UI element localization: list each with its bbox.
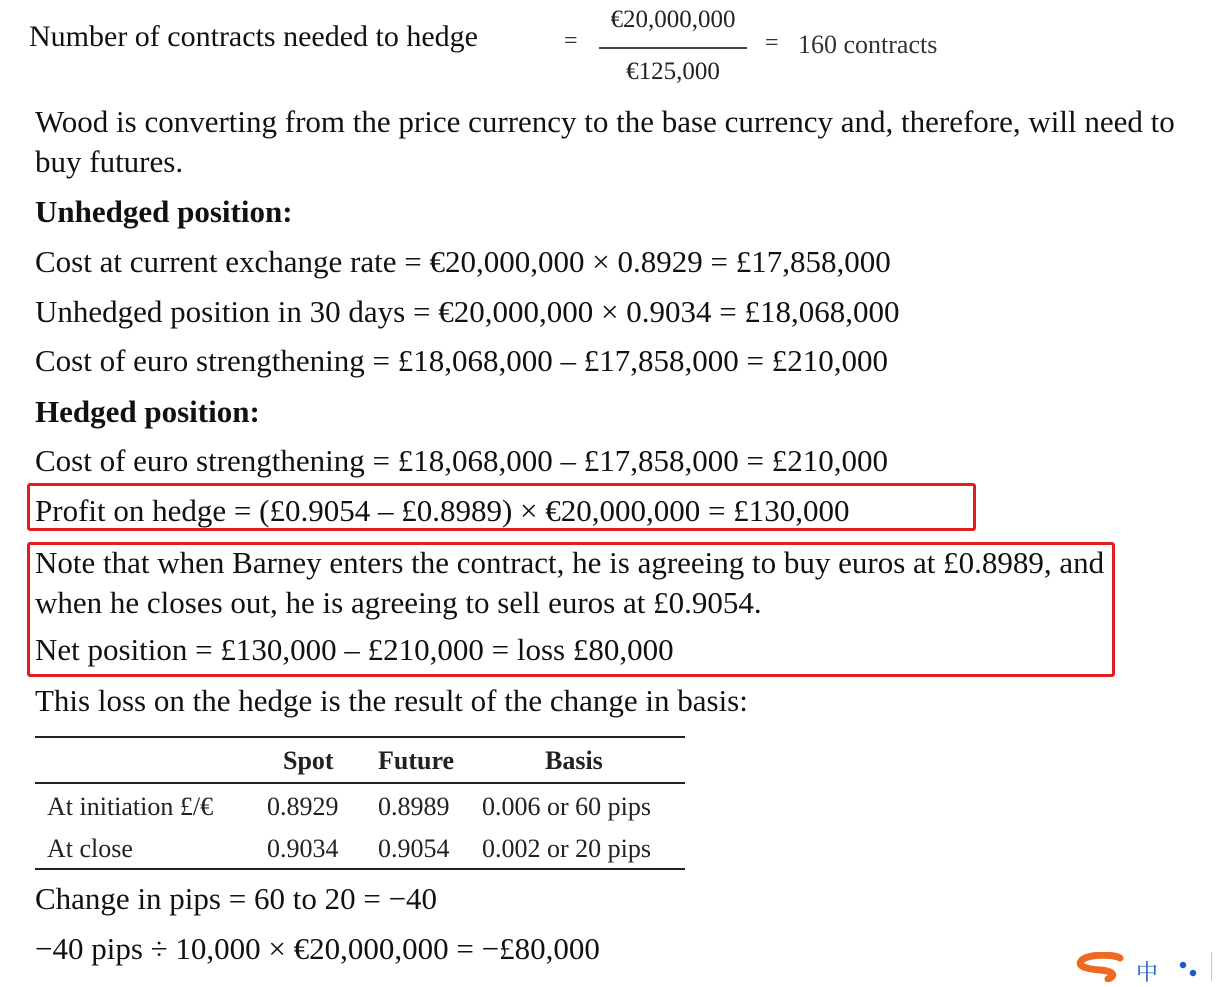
table-cell: 0.9054 — [378, 834, 450, 863]
unhedged-line: Unhedged position in 30 days = €20,000,000 × 0.9034 = £18,068,000 — [35, 294, 900, 329]
formula-fraction — [595, 4, 751, 88]
ime-mode-toggle[interactable]: 中 — [1136, 961, 1159, 986]
table-cell: 0.002 or 20 pips — [482, 834, 651, 863]
hedged-note: Note that when Barney enters the contract, he is agreeing to buy euros at £0.8989, and when he closes out, he is agreeing to sell euros at £0.9054. — [35, 545, 1105, 620]
fraction-numerator: €20,000,000 — [610, 6, 736, 33]
hedged-profit-line: Profit on hedge = (£0.9054 – £0.8989) × €20,000,000 = £130,000 — [35, 493, 850, 528]
formula-label: Number of contracts needed to hedge — [29, 20, 478, 53]
hedged-heading: Hedged position: — [35, 394, 260, 429]
formula-equals-result: = — [765, 30, 779, 56]
fraction-denominator: €125,000 — [626, 58, 720, 85]
table-row — [35, 784, 685, 826]
table-header-cell: Spot — [283, 746, 334, 775]
punctuation-icon[interactable] — [1178, 960, 1202, 983]
table-header-cell: Basis — [545, 746, 603, 775]
table-cell: 0.006 or 60 pips — [482, 792, 651, 821]
table-cell: 0.8929 — [267, 792, 339, 821]
table-header-row — [35, 738, 685, 784]
table-row — [35, 826, 685, 868]
summary-line: −40 pips ÷ 10,000 × €20,000,000 = −£80,000 — [35, 931, 600, 966]
basis-table — [35, 736, 685, 870]
fraction-bar — [599, 47, 747, 49]
unhedged-line: Cost of euro strengthening = £18,068,000 – £17,858,000 = £210,000 — [35, 343, 888, 378]
formula-result: 160 contracts — [798, 30, 938, 59]
table-cell: 0.8989 — [378, 792, 450, 821]
table-cell: 0.9034 — [267, 834, 339, 863]
summary-line: Change in pips = 60 to 20 = −40 — [35, 881, 438, 916]
formula-equals: = — [564, 28, 578, 54]
hedged-cost-line: Cost of euro strengthening = £18,068,000 – £17,858,000 = £210,000 — [35, 443, 888, 478]
table-header-cell: Future — [378, 746, 455, 775]
net-position-line: Net position = £130,000 – £210,000 = loss £80,000 — [35, 632, 674, 667]
intro-paragraph: Wood is converting from the price currency to the base currency and, therefore, will need to buy futures. — [35, 104, 1175, 179]
sogou-s-icon[interactable] — [1074, 952, 1130, 987]
toolbar-divider — [1211, 952, 1212, 981]
ime-toolbar[interactable] — [1068, 948, 1216, 986]
unhedged-heading: Unhedged position: — [35, 194, 293, 229]
basis-intro: This loss on the hedge is the result of the change in basis: — [35, 683, 748, 718]
unhedged-line: Cost at current exchange rate = €20,000,000 × 0.8929 = £17,858,000 — [35, 244, 891, 279]
table-cell: At close — [47, 834, 133, 863]
table-cell: At initiation £/€ — [47, 792, 214, 821]
